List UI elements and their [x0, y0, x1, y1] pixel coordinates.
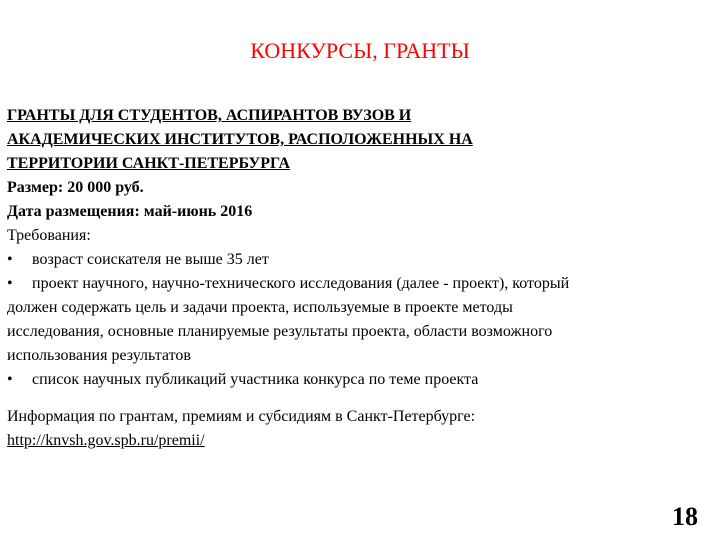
bullet-icon: •: [7, 251, 13, 268]
bullet-icon: •: [7, 371, 13, 388]
grant-size: Размер: 20 000 руб.: [7, 179, 144, 196]
bullet-icon: •: [7, 275, 13, 292]
slide-title: КОНКУРСЫ, ГРАНТЫ: [250, 38, 470, 63]
info-text: Информация по грантам, премиям и субсидиям в Санкт-Петербурге:: [7, 408, 476, 425]
requirement-text: возраст соискателя не выше 35 лет: [32, 251, 269, 268]
requirement-text: проект научного, научно-технического исследования (далее - проект), который: [32, 275, 570, 292]
grant-date: Дата размещения: май-июнь 2016: [7, 203, 253, 220]
info-link-row: [7, 429, 713, 453]
slide-content: [7, 104, 713, 453]
requirement-continuation-line-3: использования результатов: [7, 347, 191, 364]
requirement-item-project: [7, 272, 713, 296]
grant-heading-line-1: ГРАНТЫ ДЛЯ СТУДЕНТОВ, АСПИРАНТОВ ВУЗОВ И: [7, 107, 412, 124]
spacer: [7, 392, 713, 405]
grant-heading-line-2: АКАДЕМИЧЕСКИХ ИНСТИТУТОВ, РАСПОЛОЖЕННЫХ НА: [7, 131, 473, 148]
requirements-label: Требования:: [7, 227, 91, 244]
page-number: 18: [672, 502, 698, 531]
requirement-continuation-line-1: должен содержать цель и задачи проекта, используемые в проекте методы: [7, 299, 513, 316]
info-link[interactable]: http://knvsh.gov.spb.ru/premii/: [7, 432, 205, 449]
requirement-continuation-line-2: исследования, основные планируемые результаты проекта, области возможного: [7, 323, 553, 340]
requirement-item-publications: [7, 368, 713, 392]
requirement-item-age: [7, 248, 713, 272]
requirement-text: список научных публикаций участника конкурса по теме проекта: [32, 371, 479, 388]
grant-heading-line-3: ТЕРРИТОРИИ САНКТ-ПЕТЕРБУРГА: [7, 155, 291, 172]
